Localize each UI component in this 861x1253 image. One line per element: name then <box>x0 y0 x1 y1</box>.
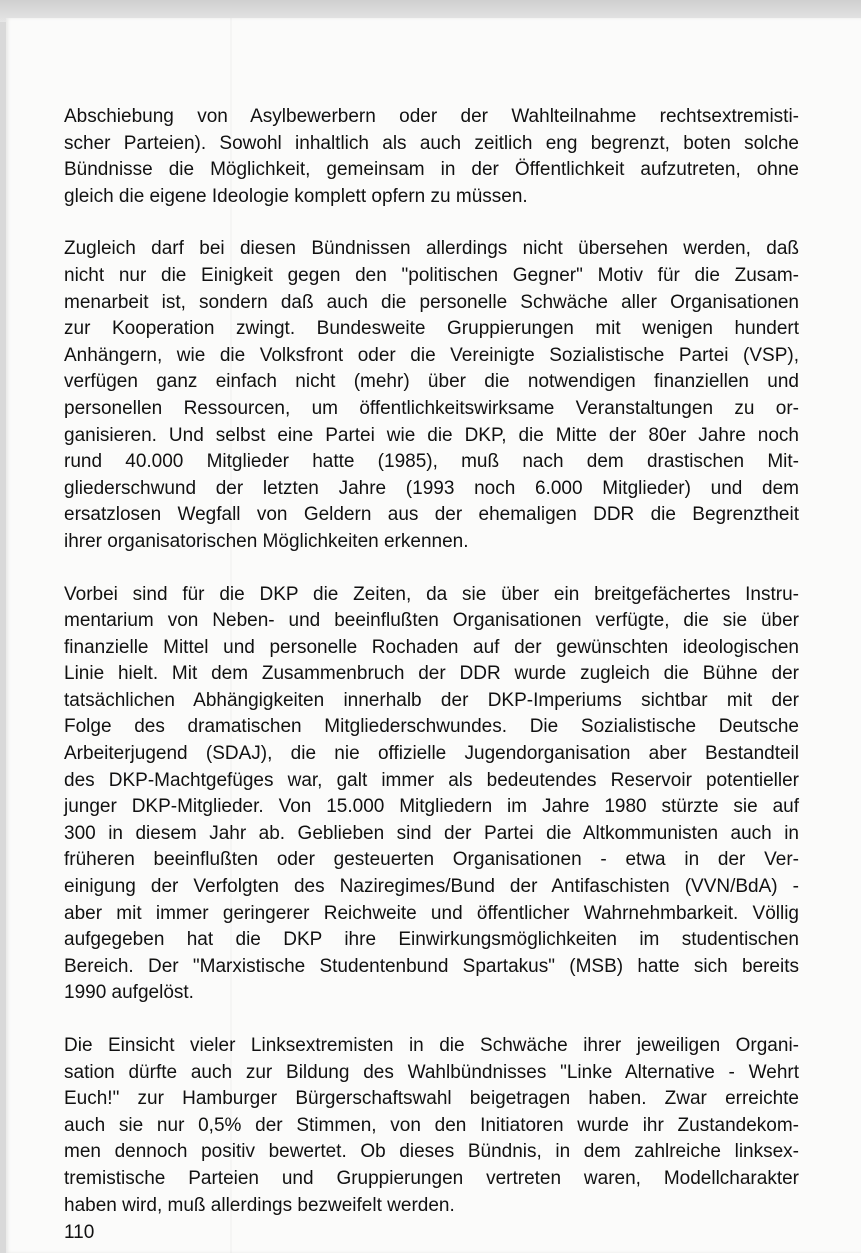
text-line: früheren beeinflußten oder gesteuerten Organisationen - etwa in der Ver- <box>64 849 799 871</box>
paragraph-4 <box>64 1033 799 1219</box>
text-line: Euch!" zur Hamburger Bürgerschaftswahl beigetragen haben. Zwar erreichte <box>64 1088 799 1110</box>
text-line: verfügen ganz einfach nicht (mehr) über die notwendigen finanziellen und <box>64 371 799 393</box>
text-line: aber mit immer geringerer Reichweite und öffentlicher Wahrnehmbarkeit. Völlig <box>64 902 799 924</box>
text-line: haben wird, muß allerdings bezweifelt werden. <box>64 1194 455 1216</box>
text-line: scher Parteien). Sowohl inhaltlich als auch zeitlich eng begrenzt, boten solche <box>64 132 799 154</box>
paragraph-1 <box>64 104 799 210</box>
text-line: Die Einsicht vieler Linksextremisten in die Schwäche ihrer jeweiligen Organi- <box>64 1035 799 1056</box>
text-line: gleich die eigene Ideologie komplett opfern zu müssen. <box>64 185 528 207</box>
text-line: Folge des dramatischen Mitgliederschwundes. Die Sozialistische Deutsche <box>64 716 799 738</box>
text-line: einigung der Verfolgten des Naziregimes/Bund der Antifaschisten (VVN/BdA) - <box>64 876 799 898</box>
page-number: 110 <box>64 1222 95 1243</box>
paragraph-3 <box>64 582 799 1008</box>
text-line: junger DKP-Mitglieder. Von 15.000 Mitgliedern im Jahre 1980 stürzte sie auf <box>64 796 799 818</box>
text-line: 300 in diesem Jahr ab. Geblieben sind der Partei die Altkommunisten auch in <box>64 822 799 844</box>
text-line: tremistische Parteien und Gruppierungen vertreten waren, Modellcharakter <box>64 1167 799 1189</box>
text-line: finanzielle Mittel und personelle Rochaden auf der gewünschten ideologischen <box>64 636 799 658</box>
text-line: Bereich. Der "Marxistische Studentenbund Spartakus" (MSB) hatte sich bereits <box>64 955 799 977</box>
text-line: aufgegeben hat die DKP ihre Einwirkungsmöglichkeiten im studentischen <box>64 929 799 951</box>
text-line: Vorbei sind für die DKP die Zeiten, da sie über ein breitgefächertes Instru- <box>64 583 799 605</box>
text-line: ersatzlosen Wegfall von Geldern aus der ehemaligen DDR die Begrenztheit <box>64 504 799 526</box>
text-line: ganisieren. Und selbst eine Partei wie die DKP, die Mitte der 80er Jahre noch <box>64 424 799 446</box>
paragraph-2 <box>64 236 799 555</box>
text-line: ihrer organisatorischen Möglichkeiten erkennen. <box>64 530 469 552</box>
text-line: Bündnisse die Möglichkeit, gemeinsam in der Öffentlichkeit aufzutreten, ohne <box>64 159 799 181</box>
text-line: tatsächlichen Abhängigkeiten innerhalb der DKP-Imperiums sichtbar mit der <box>64 689 799 711</box>
text-line: 1990 aufgelöst. <box>64 982 194 1004</box>
text-line: Arbeiterjugend (SDAJ), die nie offizielle Jugendorganisation aber Bestandteil <box>64 743 799 765</box>
text-line: zur Kooperation zwingt. Bundesweite Gruppierungen mit wenigen hundert <box>64 318 799 340</box>
text-line: men dennoch positiv bewertet. Ob dieses Bündnis, in dem zahlreiche linksex- <box>64 1141 799 1163</box>
text-line: Abschiebung von Asylbewerbern oder der Wahlteilnahme rechtsextremisti- <box>64 106 799 127</box>
text-line: Linie hielt. Mit dem Zusammenbruch der DDR wurde zugleich die Bühne der <box>64 663 799 685</box>
text-line: Zugleich darf bei diesen Bündnissen allerdings nicht übersehen werden, daß <box>64 238 799 260</box>
text-line: sation dürfte auch zur Bildung des Wahlbündnisses "Linke Alternative - Wehrt <box>64 1061 799 1083</box>
text-line: personellen Ressourcen, um öffentlichkeitswirksame Veranstaltungen zu or- <box>64 397 799 419</box>
body-text <box>64 104 799 1245</box>
text-line: gliederschwund der letzten Jahre (1993 noch 6.000 Mitglieder) und dem <box>64 477 799 499</box>
text-line: mentarium von Neben- und beeinflußten Organisationen verfügte, die sie über <box>64 610 799 632</box>
text-line: menarbeit ist, sondern daß auch die personelle Schwäche aller Organisationen <box>64 291 799 313</box>
text-line: des DKP-Machtgefüges war, galt immer als bedeutendes Reservoir potentieller <box>64 769 799 791</box>
text-line: Anhängern, wie die Volksfront oder die Vereinigte Sozialistische Partei (VSP), <box>64 344 799 366</box>
text-line: nicht nur die Einigkeit gegen den "politischen Gegner" Motiv für die Zusam- <box>64 264 799 286</box>
text-line: rund 40.000 Mitglieder hatte (1985), muß nach dem drastischen Mit- <box>64 451 799 473</box>
text-line: auch sie nur 0,5% der Stimmen, von den Initiatoren wurde ihr Zustandekom- <box>64 1114 799 1136</box>
book-page <box>6 18 861 1253</box>
